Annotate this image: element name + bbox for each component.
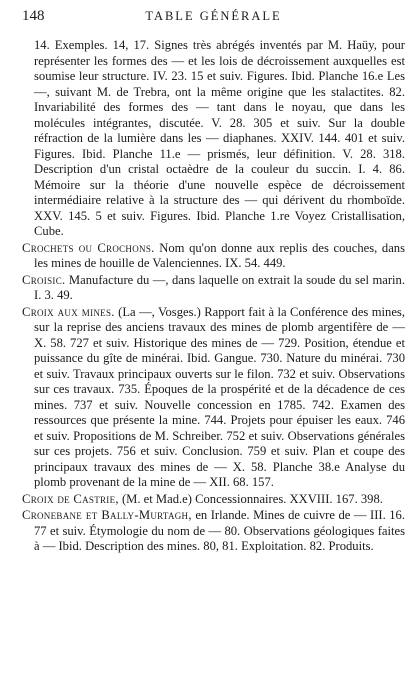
- page-number: 148: [22, 8, 45, 24]
- entry-head: Cronebane et Bally-Murtagh,: [22, 508, 192, 522]
- index-entry: [22, 273, 405, 304]
- entry-text: en Irlande. Mines de cuivre de — III. 16. 77 et suiv. Étymologie du nom de — 80. Observations géologiques faites à — Ibid. Description des mines. 80, 81. Exploitation. 82. Produits.: [34, 508, 405, 553]
- entry-head: Croisic.: [22, 272, 66, 287]
- entry-head: Croix de Castrie,: [22, 491, 119, 506]
- entry-head: Crochets ou Crochons.: [22, 240, 155, 255]
- entry-text: (La —, Vosges.) Rapport fait à la Conférence des mines, sur la reprise des anciens travaux des mines de plomb argentifère de — X. 58. 727 et suiv. Historique des mines de — 729. Position, étendue et puissance du gîte de minérai. Ibid. Gangue. 730. Nature du minérai. 730 et suiv. Travaux principaux ouverts sur le filon. 732 et suiv. Observations sur ces travaux. 735. Époques de la prospérité et de la décadence de ces mines. 737 et suiv. Nouvelle concession en 1785. 742. Examen des ressources que présente la mine. 744. Projets pour épuiser les eaux. 746 et suiv. Propositions de M. Schreiber. 752 et suiv. Observations générales sur ces projets. 756 et suiv. Conclusion. 759 et suiv. Plan et coupe des principaux travaux des mines de — X. 58. Planche 38.e Analyse du plomb provenant de la mine de — XII. 68. 157.: [34, 304, 405, 489]
- index-entry: [22, 241, 405, 272]
- index-entry: [22, 492, 405, 508]
- page-header: [22, 8, 405, 32]
- index-entry: [22, 305, 405, 491]
- running-head: TABLE GÉNÉRALE: [145, 9, 282, 23]
- index-entries: [22, 38, 405, 555]
- entry-head: Croix aux mines.: [22, 304, 115, 319]
- entry-text: Manufacture du —, dans laquelle on extrait la soude du sel marin. I. 3. 49.: [34, 272, 405, 302]
- entry-text: (M. et Mad.e) Concessionnaires. XXVIII. 167. 398.: [118, 491, 383, 506]
- entry-text: 14. Exemples. 14, 17. Signes très abrégés inventés par M. Haüy, pour représenter les formes des — et les lois de décroissement auxquelles est soumise leur structure. IV. 23. 15 et suiv. Figures. Ibid. Planche 16.e Les —, suivant M. de Trebra, ont la même origine que les stalactites. 82. Invariabilité des formes des — tant dans le noyau, que dans les molécules intégrantes, discutée. V. 28. 305 et suiv. Sur la double réfraction de la lumière dans les — diaphanes. XXIV. 144. 401 et suiv. Figures. Ibid. Planche 11.e — prismés, leur définition. V. 28. 318. Description d'un cristal octaèdre de la couleur du succin. I. 4. 86. Mémoire sur la théorie d'une nouvelle espèce de décroissement intermédiaire relative à la structure des — qui dérivent du rhomboïde. XXV. 145. 5 et suiv. Figures. Ibid. Planche 1.re Voyez Cristallisation, Cube.: [34, 38, 405, 238]
- entry-text: Nom qu'on donne aux replis des couches, dans les mines de houille de Valenciennes. IX. 54. 449.: [34, 240, 405, 270]
- index-entry: [22, 508, 405, 555]
- index-entry-continuation: [22, 38, 405, 240]
